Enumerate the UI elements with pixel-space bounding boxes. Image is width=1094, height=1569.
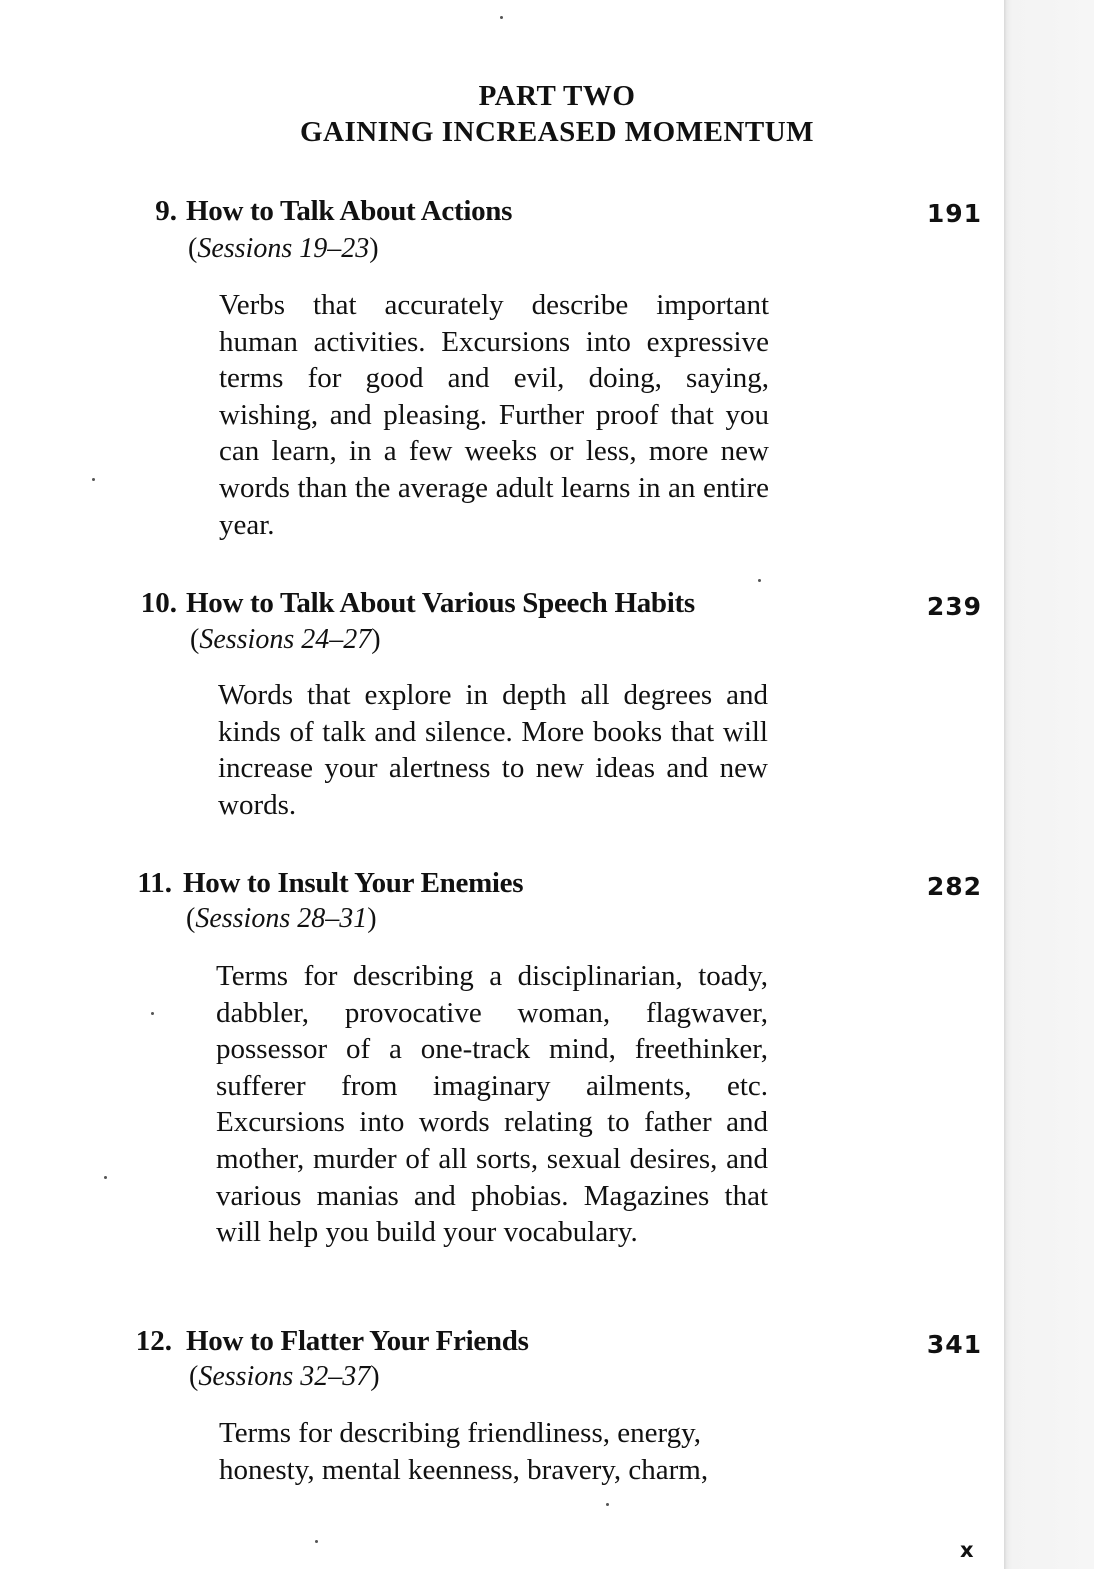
sessions-close-paren: )	[369, 233, 379, 264]
scan-speck	[92, 478, 95, 481]
page-edge-shadow	[1004, 0, 1094, 1569]
sessions-close-paren: )	[371, 624, 381, 655]
chapter-description: Words that explore in depth all degrees and kinds of talk and silence. More books that will increase your alertness to new ideas and new words.	[218, 679, 768, 821]
chapter-sessions	[189, 1361, 380, 1393]
sessions-range: Sessions 19–23	[197, 233, 370, 264]
chapter-page-number: 282	[926, 872, 982, 901]
part-label: PART TWO	[478, 80, 636, 112]
chapter-sessions	[186, 903, 377, 935]
sessions-close-paren: )	[370, 1361, 380, 1392]
chapter-number: 11.	[137, 867, 172, 899]
sessions-range: Sessions 24–27	[199, 624, 372, 655]
chapter-number: 10.	[140, 587, 177, 619]
chapter-title: How to Talk About Actions	[186, 195, 513, 227]
chapter-description: Terms for describing a disciplinarian, toady, dabbler, provocative woman, flagwaver, possessor of a one-track mind, freethinker, sufferer from imaginary ailments, etc. Excursions into words relating to father and mother, murder of all sorts, sexual desires, and various manias and phobias. Magazines that will help you build your vocabulary.	[216, 960, 768, 1249]
sessions-range: Sessions 32–37	[198, 1361, 371, 1392]
chapter-page-number: 341	[926, 1330, 982, 1359]
scan-speck	[104, 1176, 107, 1179]
scan-speck	[758, 579, 761, 582]
chapter-number: 12.	[135, 1325, 172, 1357]
sessions-open-paren: (	[190, 624, 200, 655]
sessions-range: Sessions 28–31	[195, 903, 368, 934]
sessions-open-paren: (	[189, 1361, 199, 1392]
chapter-description: Verbs that accurately describe important human activities. Excursions into expressive terms for good and evil, doing, saying, wishing, and pleasing. Further proof that you can learn, in a few weeks or less, more new words than the average adult learns in an entire year.	[219, 289, 769, 541]
chapter-sessions	[190, 624, 381, 656]
scan-speck	[151, 1012, 154, 1015]
chapter-title: How to Flatter Your Friends	[186, 1325, 529, 1357]
chapter-description: Terms for describing friendliness, energy, honesty, mental keenness, bravery, charm,	[219, 1417, 709, 1486]
sessions-open-paren: (	[188, 233, 198, 264]
sessions-close-paren: )	[367, 903, 377, 934]
part-title: GAINING INCREASED MOMENTUM	[299, 116, 815, 148]
chapter-title: How to Insult Your Enemies	[183, 867, 524, 899]
page-folio: x	[960, 1538, 974, 1562]
scan-speck	[500, 16, 503, 19]
chapter-sessions	[188, 233, 379, 265]
scan-speck	[315, 1540, 318, 1543]
chapter-page-number: 191	[926, 199, 982, 228]
chapter-page-number: 239	[926, 592, 982, 621]
chapter-title: How to Talk About Various Speech Habits	[186, 587, 695, 619]
sessions-open-paren: (	[186, 903, 196, 934]
scan-speck	[606, 1503, 609, 1506]
chapter-number: 9.	[155, 195, 177, 227]
